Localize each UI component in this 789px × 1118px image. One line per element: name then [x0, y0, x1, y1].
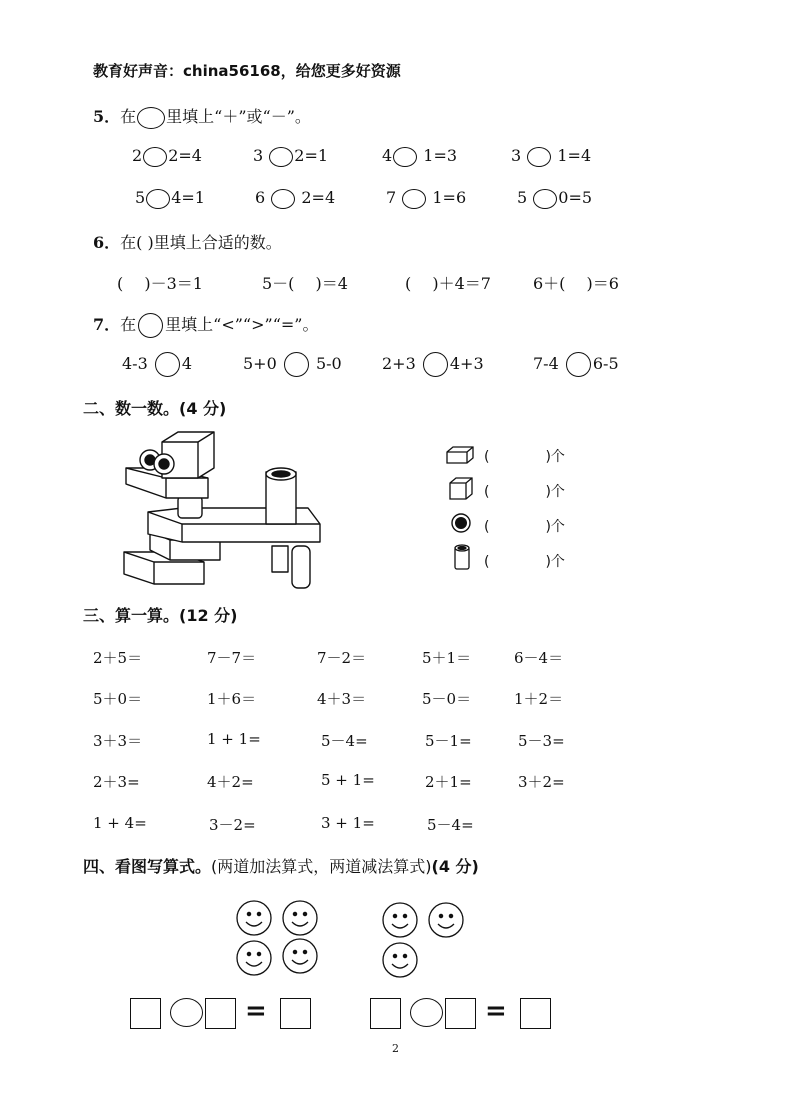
answer-oval[interactable]	[533, 189, 557, 209]
q5-item-3: 4 1=3	[382, 146, 458, 165]
q5-item-6: 6 2=4	[255, 188, 336, 207]
calc-r4c3[interactable]: 5 + 1=	[321, 771, 375, 789]
question-7-number: 7．	[93, 315, 121, 334]
section-4-title: 四、看图写算式。(两道加法算式，两道减法算式)(4 分)	[83, 857, 479, 876]
calc-r3c5[interactable]: 5－3=	[518, 732, 565, 750]
section-2-title: 二、数一数。(4 分)	[83, 399, 227, 418]
smiley-face-icon	[429, 903, 463, 937]
question-6-prompt	[93, 230, 282, 253]
answer-oval-sample	[137, 107, 165, 129]
block-structure-illustration	[120, 428, 330, 590]
question-6-text: 在( )里填上合适的数。	[120, 233, 282, 252]
calc-r1c4[interactable]: 5＋1＝	[422, 649, 472, 667]
question-5-prompt	[93, 104, 311, 129]
calc-r4c1[interactable]: 2＋3=	[93, 773, 140, 791]
answer-circle[interactable]	[423, 352, 448, 377]
q7-item-3: 2+3 4+3	[382, 352, 484, 377]
calc-r3c1[interactable]: 3＋3＝	[93, 732, 143, 750]
q5-item-4: 3 1=4	[511, 146, 592, 165]
calc-r5c2[interactable]: 3－2=	[209, 816, 256, 834]
answer-oval[interactable]	[393, 147, 417, 167]
smiley-face-icon	[383, 943, 417, 977]
calc-r4c4[interactable]: 2＋1=	[425, 773, 472, 791]
answer-oval[interactable]	[271, 189, 295, 209]
q5-item-1: 2 2=4	[132, 146, 202, 165]
cube-icon	[448, 476, 474, 502]
smiley-face-icon	[383, 903, 417, 937]
q7-item-1: 4-3 4	[122, 352, 192, 377]
q5-item-7: 7 1=6	[386, 188, 467, 207]
sphere-icon	[450, 512, 472, 534]
smiley-face-icon	[237, 901, 271, 935]
answer-circle[interactable]	[284, 352, 309, 377]
answer-box[interactable]	[130, 998, 161, 1029]
question-6-number: 6．	[93, 233, 121, 252]
q5-item-8: 5 0=5	[517, 188, 593, 207]
rectangular-prism-icon	[445, 444, 475, 466]
calc-r1c5[interactable]: 6－4＝	[514, 649, 564, 667]
answer-circle[interactable]	[566, 352, 591, 377]
calc-r1c2[interactable]: 7－7＝	[207, 649, 257, 667]
calc-r1c1[interactable]: 2＋5＝	[93, 649, 143, 667]
smiley-face-icon	[283, 939, 317, 973]
answer-box[interactable]	[370, 998, 401, 1029]
answer-box[interactable]	[520, 998, 551, 1029]
calc-r2c2[interactable]: 1＋6＝	[207, 690, 257, 708]
equals-sign: =	[245, 996, 267, 1026]
calc-r3c2[interactable]: 1 + 1=	[207, 730, 261, 748]
answer-circle[interactable]	[155, 352, 180, 377]
answer-box[interactable]	[205, 998, 236, 1029]
calc-r2c3[interactable]: 4＋3＝	[317, 690, 367, 708]
calc-r2c1[interactable]: 5＋0＝	[93, 690, 143, 708]
answer-circle-sample	[138, 313, 163, 338]
question-7-prompt: 7．在 里填上“<”“>”“=”。	[93, 312, 318, 338]
question-5-suffix: 里填上“＋”或“－”。	[166, 107, 311, 126]
q6-item-4[interactable]: 6＋( )＝6	[533, 274, 619, 293]
calc-r2c5[interactable]: 1＋2＝	[514, 690, 564, 708]
q7-item-2: 5+0 5-0	[243, 352, 342, 377]
calc-r5c4[interactable]: 5－4=	[427, 816, 474, 834]
page-header: 教育好声音：china56168，给您更多好资源	[93, 62, 401, 80]
q6-item-1[interactable]: ( )－3＝1	[117, 274, 203, 293]
q5-item-5: 5 4=1	[135, 188, 205, 207]
smiley-group-right	[378, 902, 470, 980]
count-row-cylinder: ( )个	[484, 554, 565, 570]
calc-r4c5[interactable]: 3＋2=	[518, 773, 565, 791]
cylinder-icon	[453, 543, 471, 571]
smiley-face-icon	[237, 941, 271, 975]
count-row-prism: ( )个	[484, 449, 565, 465]
q6-item-2[interactable]: 5－( )＝4	[262, 274, 348, 293]
calc-r4c2[interactable]: 4＋2=	[207, 773, 254, 791]
q7-item-4: 7-4 6-5	[533, 352, 619, 377]
q5-item-2: 3 2=1	[253, 146, 329, 165]
page-number: 2	[392, 1042, 399, 1055]
smiley-group-left	[232, 900, 324, 980]
answer-oval[interactable]	[269, 147, 293, 167]
count-row-cube: ( )个	[484, 484, 565, 500]
answer-box[interactable]	[280, 998, 311, 1029]
calc-r5c1[interactable]: 1 + 4=	[93, 814, 147, 832]
count-row-sphere: ( )个	[484, 519, 565, 535]
section-3-title: 三、算一算。(12 分)	[83, 606, 238, 625]
calc-r5c3[interactable]: 3 + 1=	[321, 814, 375, 832]
calc-r2c4[interactable]: 5－0＝	[422, 690, 472, 708]
operator-circle[interactable]	[170, 998, 203, 1027]
question-5-prefix: 在	[120, 107, 137, 126]
calc-r1c3[interactable]: 7－2＝	[317, 649, 367, 667]
answer-box[interactable]	[445, 998, 476, 1029]
answer-oval[interactable]	[146, 189, 170, 209]
q6-item-3[interactable]: ( )＋4＝7	[405, 274, 491, 293]
calc-r3c4[interactable]: 5－1=	[425, 732, 472, 750]
answer-oval[interactable]	[527, 147, 551, 167]
question-5-number: 5．	[93, 107, 121, 126]
answer-oval[interactable]	[402, 189, 426, 209]
calc-r3c3[interactable]: 5－4=	[321, 732, 368, 750]
equals-sign: =	[485, 996, 507, 1026]
smiley-face-icon	[283, 901, 317, 935]
operator-circle[interactable]	[410, 998, 443, 1027]
answer-oval[interactable]	[143, 147, 167, 167]
